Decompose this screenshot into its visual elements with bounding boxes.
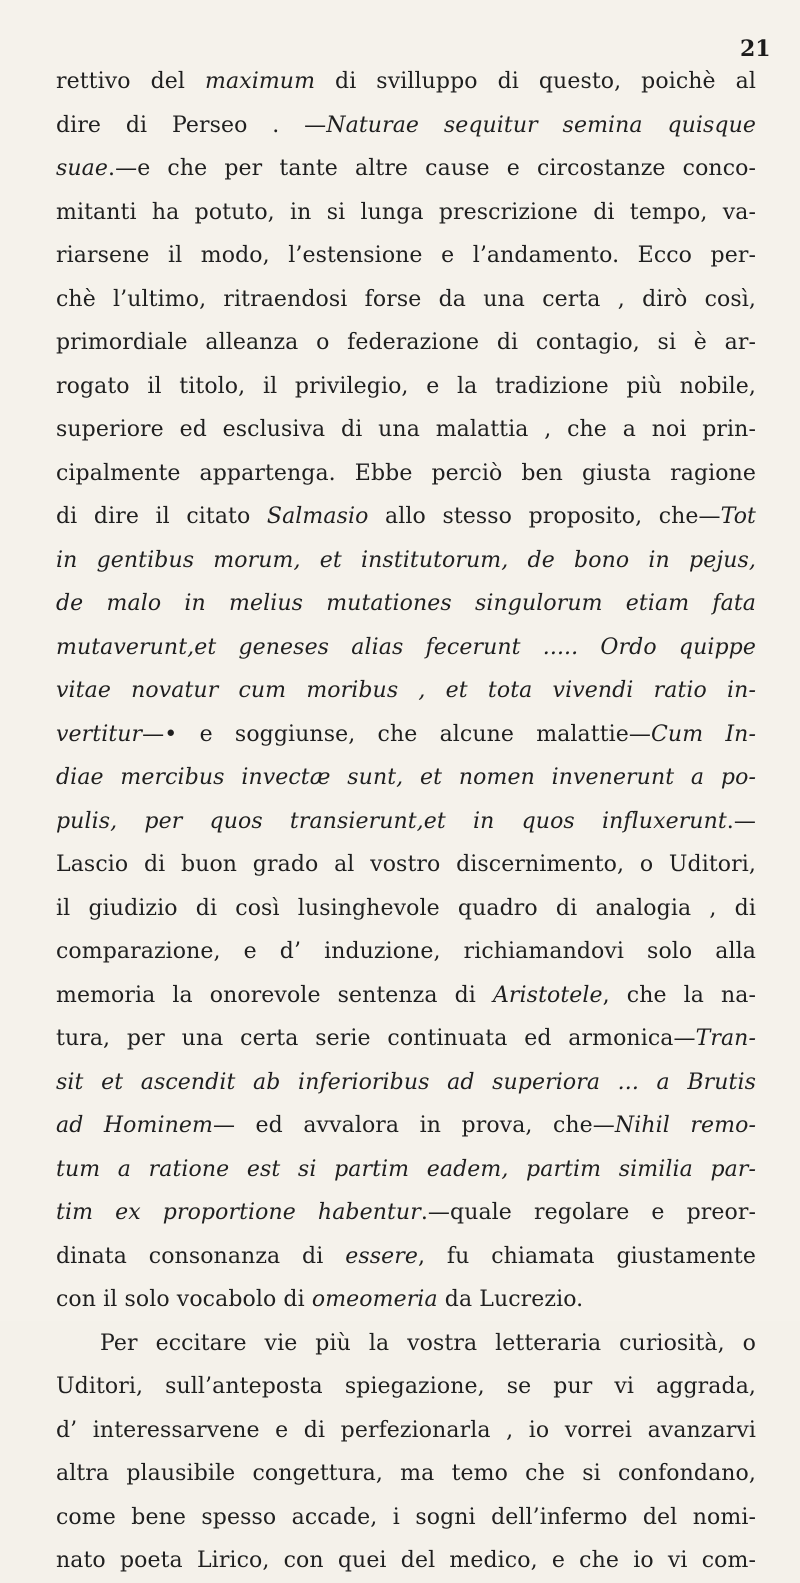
italic-text: vertitur: [56, 721, 143, 747]
text-line: [56, 1235, 756, 1279]
body-text: [56, 60, 756, 1583]
italic-text: tum a ratione est si partim eadem, partim similia par-: [56, 1156, 756, 1182]
text-line: [56, 887, 756, 931]
text-line: [56, 104, 756, 148]
text-run: con il solo vocabolo di: [56, 1287, 312, 1312]
text-line: [56, 1104, 756, 1148]
text-line: [56, 1496, 756, 1540]
text-run: di dire il citato: [56, 504, 267, 529]
italic-text: vitae novatur cum moribus , et tota vivendi ratio in-: [56, 678, 756, 703]
text-line: [56, 1148, 756, 1192]
text-run: altra plausibile congettura, ma temo che si confondano,: [56, 1461, 756, 1486]
text-line: [56, 1278, 756, 1322]
text-run: comparazione, e d’ induzione, richiamandovi solo alla: [56, 939, 756, 964]
text-run: chè l’ultimo, ritraendosi forse da una certa , dirò così,: [56, 286, 756, 312]
text-run: Lascio di buon grado al vostro discernimento, o Uditori,: [56, 852, 756, 877]
text-line: [56, 1452, 756, 1496]
text-run: tura, per una certa serie continuata ed armonica—: [56, 1026, 696, 1051]
italic-text: tim ex proportione habentur: [56, 1200, 421, 1225]
text-run: di svilluppo di questo, poichè al: [315, 69, 756, 94]
text-run: , che la na-: [602, 982, 756, 1008]
text-line: [56, 843, 756, 887]
italic-text: pulis, per quos transierunt,et in quos influxerunt: [56, 808, 727, 834]
text-line: [56, 1409, 756, 1453]
text-run: primordiale alleanza o federazione di contagio, si è ar-: [56, 330, 756, 355]
italic-text: ad Hominem: [56, 1113, 213, 1138]
italic-text: Naturae sequitur semina quisque: [326, 112, 756, 138]
text-run: nato poeta Lirico, con quei del medico, e che io vi com-: [56, 1548, 756, 1573]
text-run: —• e soggiunse, che alcune malattie—: [142, 721, 651, 747]
text-run: Per eccitare vie più la vostra letteraria curiosità, o: [100, 1330, 756, 1356]
text-run: — ed avvalora in prova, che—: [212, 1113, 615, 1138]
text-line: [56, 1061, 756, 1105]
italic-text: Nihil remo-: [614, 1113, 756, 1138]
text-line: [56, 234, 756, 278]
text-line: [56, 1365, 756, 1409]
italic-text: de malo in melius mutationes singulorum etiam fata: [56, 591, 756, 616]
text-run: .—quale regolare e preor-: [420, 1200, 756, 1225]
italic-text: Aristotele: [492, 982, 603, 1008]
italic-text: mutaverunt,et geneses alias fecerunt ..... Ordo quippe: [56, 634, 756, 660]
text-line: [56, 626, 756, 670]
text-run: da Lucrezio.: [437, 1287, 584, 1312]
text-run: cipalmente appartenga. Ebbe perciò ben giusta ragione: [56, 460, 756, 486]
text-line: [56, 669, 756, 713]
text-line: [56, 191, 756, 235]
text-line: [56, 1191, 756, 1235]
text-line: [56, 539, 756, 583]
text-line: [56, 713, 756, 757]
text-line: [56, 1322, 756, 1366]
italic-text: sit et ascendit ab inferioribus ad superiora ... a Brutis: [56, 1069, 756, 1095]
italic-text: Salmasio: [266, 504, 369, 529]
text-run: come bene spesso accade, i sogni dell’infermo del nomi-: [56, 1504, 756, 1530]
text-line: [56, 582, 756, 626]
text-run: .—e che per tante altre cause e circostanze conco-: [108, 156, 756, 181]
text-run: memoria la onorevole sentenza di: [56, 982, 493, 1008]
text-run: superiore ed esclusiva di una malattia , che a noi prin-: [56, 417, 756, 442]
text-run: allo stesso proposito, che—: [368, 504, 721, 529]
italic-text: essere: [345, 1243, 418, 1269]
text-line: [56, 365, 756, 409]
text-line: [56, 1539, 756, 1583]
text-line: [56, 756, 756, 800]
text-line: [56, 60, 756, 104]
text-run: il giudizio di così lusinghevole quadro di analogia , di: [56, 895, 756, 921]
text-run: dire di Perseo . —: [56, 112, 327, 138]
text-line: [56, 321, 756, 365]
italic-text: omeomeria: [311, 1287, 438, 1312]
text-line: [56, 495, 756, 539]
italic-text: Cum In-: [651, 721, 756, 747]
text-run: mitanti ha potuto, in si lunga prescrizione di tempo, va-: [56, 199, 756, 225]
text-run: rogato il titolo, il privilegio, e la tradizione più nobile,: [56, 373, 756, 399]
text-line: [56, 452, 756, 496]
text-run: .—: [726, 808, 756, 834]
text-run: Uditori, sull’anteposta spiegazione, se pur vi aggrada,: [56, 1374, 756, 1399]
italic-text: in gentibus morum, et institutorum, de bono in pejus,: [56, 547, 756, 573]
italic-text: diae mercibus invectæ sunt, et nomen invenerunt a po-: [56, 765, 756, 790]
text-line: [56, 930, 756, 974]
italic-text: suae: [56, 156, 108, 181]
italic-text: maximum: [205, 69, 316, 94]
text-run: , fu chiamata giustamente: [417, 1243, 756, 1269]
text-run: d’ interessarvene e di perfezionarla , io vorrei avanzarvi: [56, 1417, 756, 1443]
text-line: [56, 1017, 756, 1061]
page-number: 21: [740, 36, 771, 62]
text-run: riarsene il modo, l’estensione e l’andamento. Ecco per-: [56, 243, 756, 268]
italic-text: Tran-: [695, 1026, 756, 1051]
text-line: [56, 278, 756, 322]
text-line: [56, 974, 756, 1018]
italic-text: Tot: [720, 504, 756, 529]
text-line: [56, 408, 756, 452]
text-line: [56, 147, 756, 191]
text-line: [56, 800, 756, 844]
text-run: dinata consonanza di: [56, 1243, 346, 1269]
text-run: rettivo del: [56, 69, 206, 94]
